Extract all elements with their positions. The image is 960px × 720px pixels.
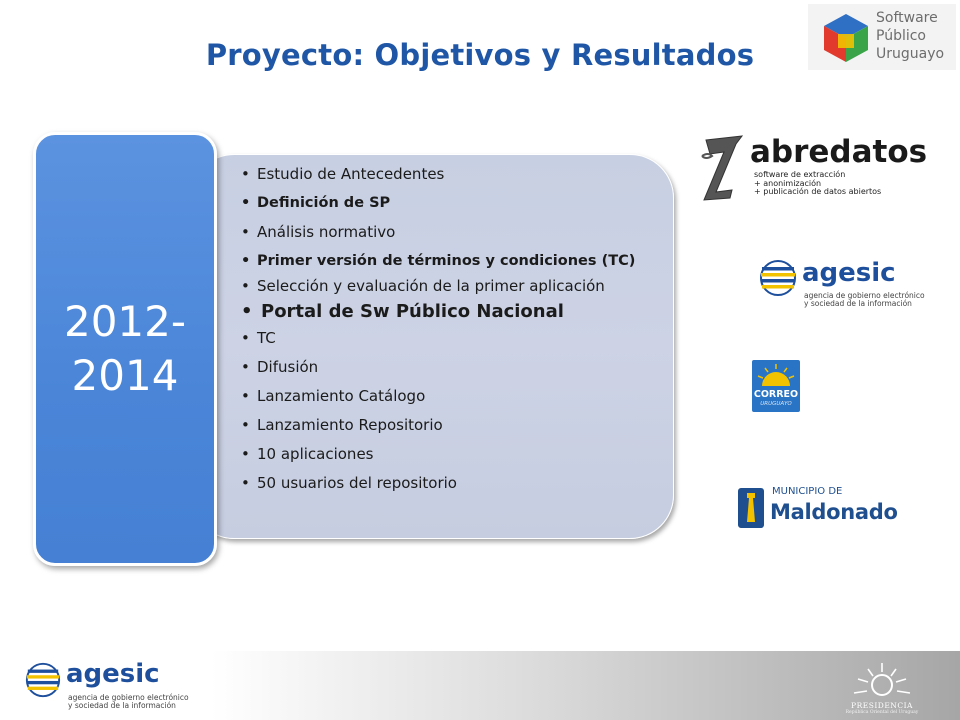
objective-item: • Estudio de Antecedentes bbox=[241, 165, 661, 183]
presidencia-logo bbox=[832, 659, 932, 719]
agesic-logo bbox=[758, 256, 928, 316]
abredatos-sub3: + publicación de datos abiertos bbox=[754, 187, 882, 196]
abredatos-logo bbox=[696, 130, 928, 204]
footer-bar bbox=[0, 651, 960, 720]
sun-emblem-icon bbox=[832, 659, 932, 701]
agesic-globe-icon bbox=[758, 258, 798, 298]
objective-item: • Lanzamiento Catálogo bbox=[241, 387, 661, 405]
objective-item: • Portal de Sw Público Nacional bbox=[241, 301, 661, 323]
objective-item: • Análisis normativo bbox=[241, 223, 661, 241]
spu-line3: Uruguayo bbox=[876, 46, 945, 62]
agesic-name: agesic bbox=[802, 258, 896, 288]
spu-line1: Software bbox=[876, 10, 938, 26]
maldonado-big: Maldonado bbox=[770, 500, 898, 524]
year-line2: 2014 bbox=[71, 351, 179, 400]
sun-icon bbox=[752, 360, 800, 390]
abredatos-name: abredatos bbox=[750, 134, 928, 170]
correo-name: CORREO bbox=[753, 389, 799, 400]
agesic-globe-icon bbox=[24, 661, 62, 699]
objective-item: • TC bbox=[241, 329, 661, 347]
municipio-maldonado-logo bbox=[734, 480, 898, 530]
software-publico-uruguayo-logo bbox=[808, 4, 956, 70]
agesic-sub1: agencia de gobierno electrónico bbox=[804, 291, 925, 300]
objectives-list bbox=[241, 161, 661, 492]
maldonado-small: MUNICIPIO DE bbox=[772, 486, 843, 497]
spu-cube-icon bbox=[820, 12, 872, 64]
corkscrew-icon bbox=[696, 130, 752, 204]
objective-item: • 10 aplicaciones bbox=[241, 445, 661, 463]
objective-item: • Primer versión de términos y condiciones (TC) bbox=[241, 252, 661, 270]
year-line1: 2012- bbox=[63, 297, 187, 346]
objective-item: • Lanzamiento Repositorio bbox=[241, 416, 661, 434]
correo-sub: URUGUAYO bbox=[760, 401, 792, 407]
presidencia-sub: República Oriental del Uruguay bbox=[845, 710, 919, 715]
correo-uruguayo-logo bbox=[752, 360, 800, 412]
objective-item: • Definición de SP bbox=[241, 194, 661, 212]
abredatos-sub2: + anonimización bbox=[754, 178, 822, 188]
objective-item: • 50 usuarios del repositorio bbox=[241, 474, 661, 492]
abredatos-sub1: software de extracción bbox=[754, 170, 846, 179]
year-box bbox=[33, 132, 217, 566]
agesic-sub2: y sociedad de la información bbox=[804, 299, 912, 308]
presidencia-name: PRESIDENCIA bbox=[851, 701, 913, 710]
objective-item: • Difusión bbox=[241, 358, 661, 376]
footer-agesic-sub2: y sociedad de la información bbox=[68, 701, 176, 710]
spu-line2: Público bbox=[876, 28, 926, 44]
footer-agesic-sub1: agencia de gobierno electrónico bbox=[68, 693, 189, 702]
objectives-panel bbox=[190, 154, 674, 539]
slide-title: Proyecto: Objetivos y Resultados bbox=[205, 38, 755, 72]
objective-item: • Selección y evaluación de la primer aplicación bbox=[241, 277, 661, 295]
footer-agesic-name: agesic bbox=[66, 659, 160, 689]
lighthouse-icon bbox=[734, 482, 768, 530]
year-label bbox=[36, 295, 214, 403]
footer-agesic-logo bbox=[24, 661, 214, 717]
